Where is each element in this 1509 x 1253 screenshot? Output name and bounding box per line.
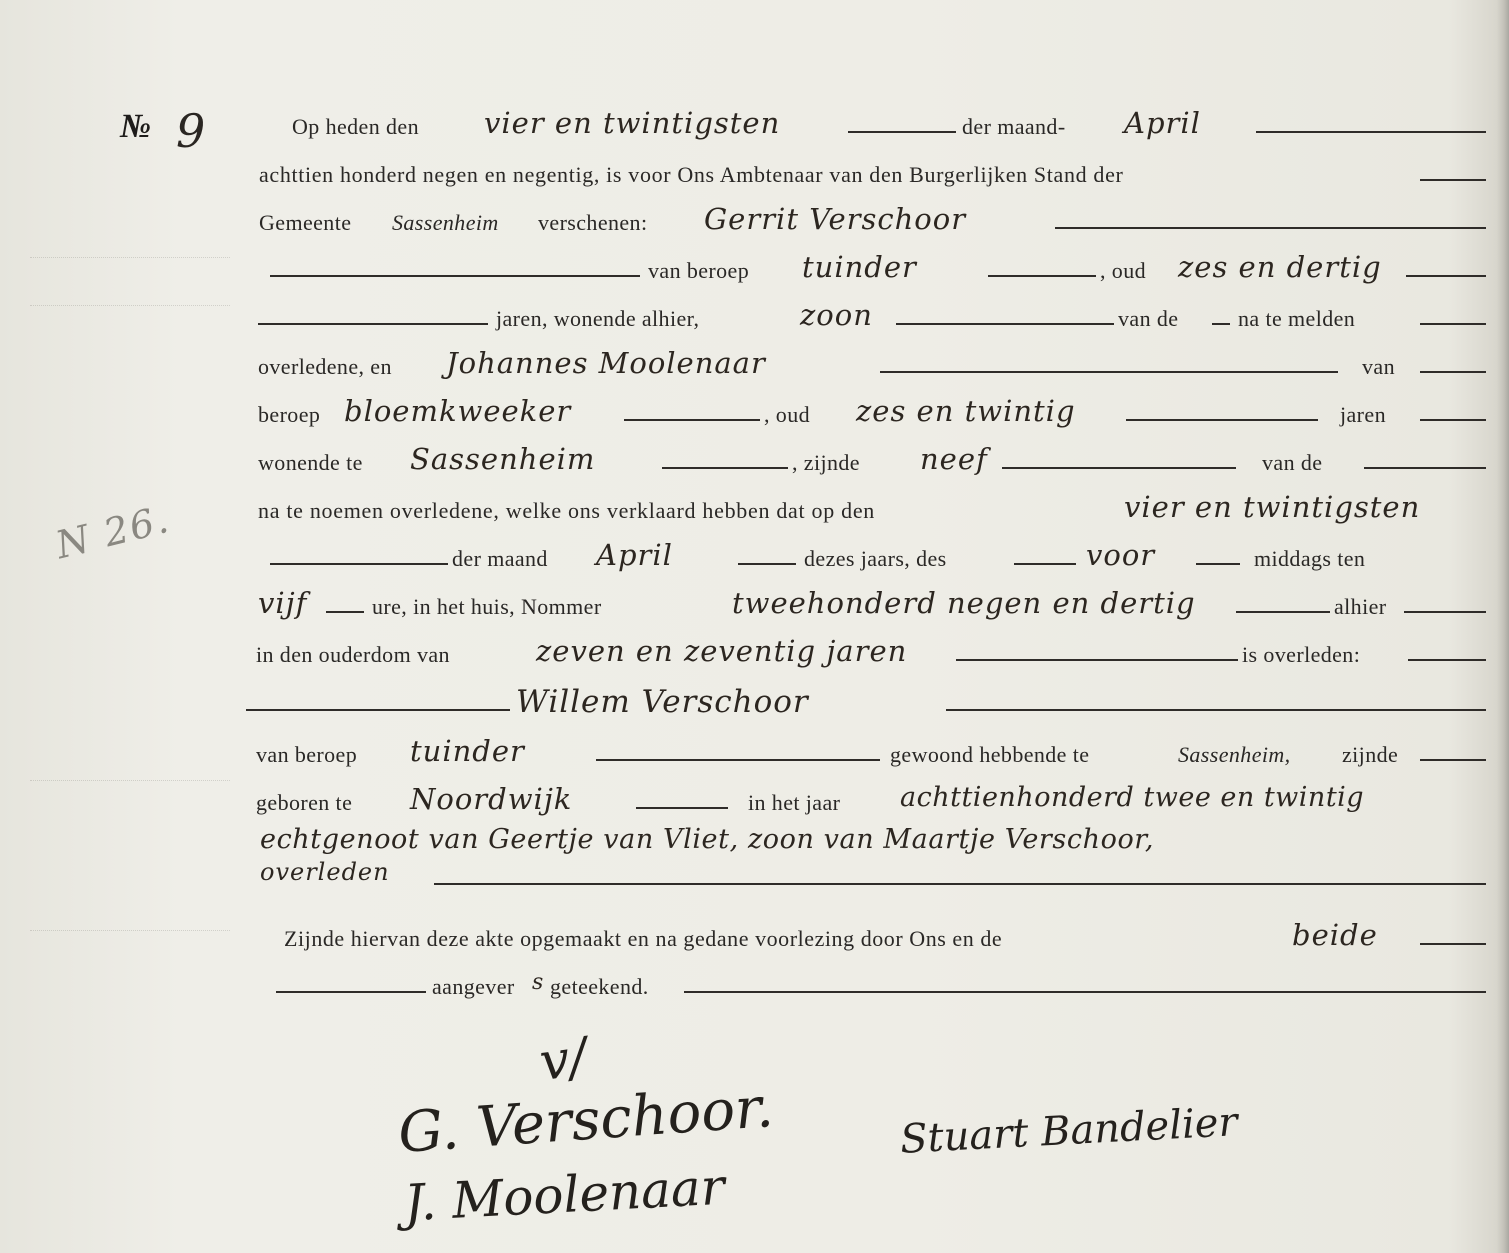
printed-text: dezes jaars, des bbox=[804, 546, 947, 571]
printed-text: alhier bbox=[1334, 594, 1387, 619]
fill-rule bbox=[1420, 419, 1486, 421]
printed-text: ure, in het huis, Nommer bbox=[372, 594, 602, 619]
printed-text: middags ten bbox=[1254, 546, 1366, 571]
text-line-17 bbox=[0, 860, 1509, 900]
printed-text: beroep bbox=[258, 402, 321, 427]
printed-text: geboren te bbox=[256, 790, 353, 815]
fill-rule bbox=[1256, 131, 1486, 133]
fill-rule bbox=[258, 323, 488, 325]
handwritten-age-deceased: zeven en zeventig jaren bbox=[536, 634, 908, 668]
fill-rule bbox=[1014, 563, 1076, 565]
fill-rule bbox=[1420, 323, 1486, 325]
printed-text: verschenen: bbox=[538, 210, 648, 235]
fill-rule bbox=[684, 991, 1486, 993]
text-line-11 bbox=[0, 588, 1509, 628]
text-line-12 bbox=[0, 636, 1509, 676]
printed-text: in den ouderdom van bbox=[256, 642, 450, 667]
printed-text: van bbox=[1362, 354, 1395, 379]
handwritten-residence-2: Sassenheim bbox=[410, 442, 596, 476]
fill-rule bbox=[988, 275, 1096, 277]
text-line-18 bbox=[0, 920, 1509, 960]
text-line-2 bbox=[0, 156, 1509, 196]
printed-text: na te melden bbox=[1238, 306, 1356, 331]
signature-declarant-2: J. Moolenaar bbox=[402, 1157, 726, 1233]
fill-rule bbox=[1406, 275, 1486, 277]
text-line-7 bbox=[0, 396, 1509, 436]
handwritten-time-of-day: voor bbox=[1086, 538, 1156, 572]
fill-rule bbox=[1055, 227, 1486, 229]
text-line-6 bbox=[0, 348, 1509, 388]
printed-text: wonende te bbox=[258, 450, 363, 475]
handwritten-occupation-deceased: tuinder bbox=[410, 734, 525, 768]
printed-text: na te noemen overledene, welke ons verklaard hebben dat op den bbox=[258, 498, 876, 523]
printed-text: Op heden den bbox=[292, 114, 419, 139]
handwritten-birthplace: Noordwijk bbox=[410, 782, 573, 816]
fill-rule bbox=[946, 709, 1486, 711]
handwritten-age-1: zes en dertig bbox=[1178, 250, 1382, 284]
handwritten-month: April bbox=[1124, 106, 1201, 140]
handwritten-day: vier en twintigsten bbox=[484, 106, 781, 140]
printed-text: achttien honderd negen en negentig, is voor Ons Ambtenaar van den Burgerlijken Stand der bbox=[259, 162, 1124, 187]
handwritten-birth-year: achttienhonderd twee en twintig bbox=[900, 782, 1365, 813]
printed-text: gewoond hebbende te bbox=[890, 742, 1090, 767]
printed-text: der maand bbox=[452, 546, 548, 571]
signature-declarant-1: G. Verschoor. bbox=[396, 1074, 776, 1167]
signature-registrar: Stuart Bandelier bbox=[899, 1099, 1239, 1163]
fill-rule bbox=[1420, 759, 1486, 761]
text-line-3 bbox=[0, 204, 1509, 244]
fill-rule bbox=[896, 323, 1114, 325]
handwritten-hour: vijf bbox=[258, 586, 308, 620]
fill-rule bbox=[624, 419, 760, 421]
handwritten-both: beide bbox=[1292, 918, 1378, 952]
margin-pencil-note: N 26. bbox=[51, 496, 175, 568]
fill-rule bbox=[246, 709, 510, 711]
printed-text: van beroep bbox=[256, 742, 358, 767]
printed-text: Zijnde hiervan deze akte opgemaakt en na gedane voorlezing door Ons en de bbox=[284, 926, 1003, 951]
handwritten-relation-2: neef bbox=[920, 442, 988, 476]
handwritten-relation-1: zoon bbox=[800, 298, 873, 332]
text-line-13 bbox=[0, 686, 1509, 726]
printed-text: overledene, en bbox=[258, 354, 392, 379]
signature-mark: v/ bbox=[536, 1027, 591, 1093]
text-line-1 bbox=[0, 108, 1509, 148]
fill-rule bbox=[270, 275, 640, 277]
fill-rule bbox=[1420, 943, 1486, 945]
fill-rule bbox=[662, 467, 788, 469]
fill-rule bbox=[326, 611, 364, 613]
fill-rule bbox=[738, 563, 796, 565]
printed-text: Gemeente bbox=[259, 210, 352, 235]
text-line-14 bbox=[0, 736, 1509, 776]
handwritten-occupation-2: bloemkweeker bbox=[344, 394, 572, 428]
printed-text: zijnde bbox=[1342, 742, 1399, 767]
printed-text: van beroep bbox=[648, 258, 750, 283]
handwritten-plural-insert: s bbox=[532, 970, 545, 995]
printed-text: , zijnde bbox=[792, 450, 860, 475]
fill-rule bbox=[880, 371, 1338, 373]
printed-municipality: Sassenheim bbox=[392, 210, 499, 235]
fill-rule bbox=[434, 883, 1486, 885]
fill-rule bbox=[848, 131, 956, 133]
text-line-8 bbox=[0, 444, 1509, 484]
fill-rule bbox=[1236, 611, 1330, 613]
text-line-19 bbox=[0, 968, 1509, 1008]
printed-text: der maand- bbox=[962, 114, 1066, 139]
fill-rule bbox=[636, 807, 728, 809]
handwritten-death-day: vier en twintigsten bbox=[1124, 490, 1421, 524]
text-line-10 bbox=[0, 540, 1509, 580]
printed-municipality: Sassenheim, bbox=[1178, 742, 1291, 767]
printed-text: is overleden: bbox=[1242, 642, 1361, 667]
record-number-label: № bbox=[120, 108, 151, 145]
fill-rule bbox=[1420, 179, 1486, 181]
printed-text: aangever bbox=[432, 974, 515, 999]
printed-text: van de bbox=[1262, 450, 1323, 475]
fill-rule bbox=[1420, 371, 1486, 373]
handwritten-deceased-name: Willem Verschoor bbox=[516, 684, 809, 720]
fill-rule bbox=[1196, 563, 1240, 565]
fill-rule bbox=[1404, 611, 1486, 613]
printed-text: , oud bbox=[1100, 258, 1146, 283]
fill-rule bbox=[270, 563, 448, 565]
handwritten-death-month: April bbox=[596, 538, 673, 572]
fill-rule bbox=[276, 991, 426, 993]
fill-rule bbox=[1364, 467, 1486, 469]
printed-text: geteekend. bbox=[550, 974, 649, 999]
text-line-15 bbox=[0, 784, 1509, 824]
handwritten-declarant-1: Gerrit Verschoor bbox=[704, 202, 967, 236]
text-line-4 bbox=[0, 252, 1509, 292]
printed-text: jaren bbox=[1340, 402, 1386, 427]
record-number-value: 9 bbox=[176, 104, 206, 158]
fill-rule bbox=[1212, 323, 1230, 325]
printed-text: van de bbox=[1118, 306, 1179, 331]
handwritten-occupation-1: tuinder bbox=[802, 250, 917, 284]
handwritten-status: overleden bbox=[260, 858, 390, 886]
text-line-5 bbox=[0, 300, 1509, 340]
printed-text: , oud bbox=[764, 402, 810, 427]
handwritten-house-number: tweehonderd negen en dertig bbox=[732, 586, 1196, 620]
bleed-through-line bbox=[30, 780, 230, 781]
fill-rule bbox=[1002, 467, 1236, 469]
fill-rule bbox=[1126, 419, 1318, 421]
printed-text: in het jaar bbox=[748, 790, 841, 815]
fill-rule bbox=[1408, 659, 1486, 661]
handwritten-spouse-parent: echtgenoot van Geertje van Vliet, zoon van Maartje Verschoor, bbox=[260, 824, 1155, 855]
handwritten-declarant-2: Johannes Moolenaar bbox=[446, 346, 766, 380]
fill-rule bbox=[596, 759, 880, 761]
fill-rule bbox=[956, 659, 1238, 661]
handwritten-age-2: zes en twintig bbox=[856, 394, 1076, 428]
printed-text: jaren, wonende alhier, bbox=[496, 306, 700, 331]
text-line-9 bbox=[0, 492, 1509, 532]
